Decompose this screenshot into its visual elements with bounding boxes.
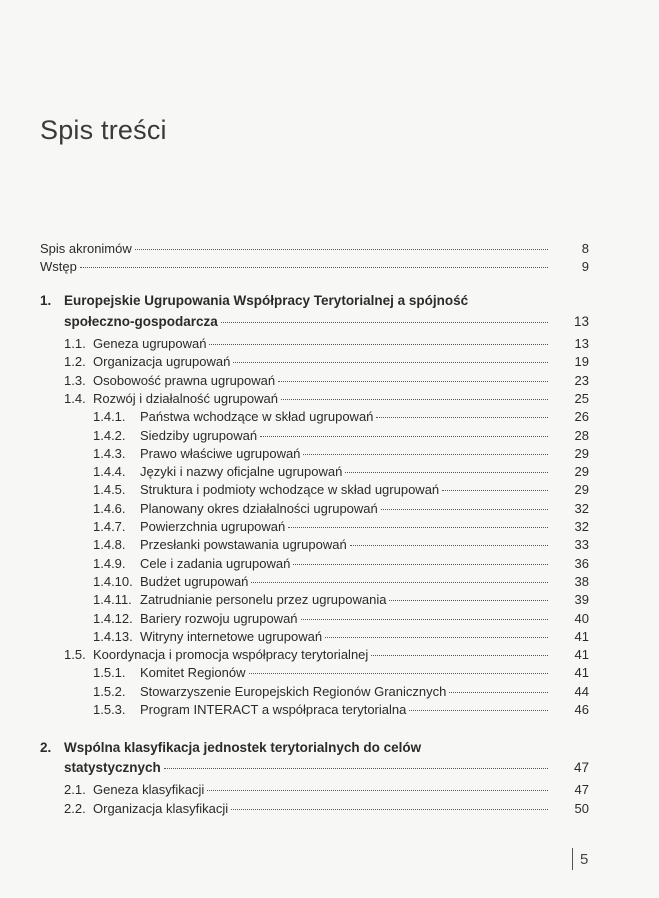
toc-item[interactable] — [93, 573, 589, 590]
toc-item[interactable] — [64, 390, 589, 407]
chapter-title-line2: społeczno-gospodarcza — [64, 314, 218, 329]
chapter-title-line2: statystycznych — [64, 760, 161, 775]
toc-item[interactable] — [64, 647, 589, 663]
toc-item-label: Geneza ugrupowań — [93, 336, 207, 351]
toc-item-page: 39 — [574, 592, 589, 608]
toc-entry-acronyms[interactable] — [40, 241, 589, 257]
dot-leader — [209, 342, 548, 345]
toc-item-number: 1.4.1. — [93, 409, 126, 425]
toc-item-number: 1.4.10. — [93, 573, 133, 589]
dot-leader — [345, 470, 548, 473]
toc-item-label: Prawo właściwe ugrupowań — [140, 445, 301, 461]
toc-item[interactable] — [93, 500, 589, 517]
toc-entry-label: Spis akronimów — [40, 241, 132, 256]
toc-item-page: 44 — [574, 683, 589, 699]
toc-item-number: 1.4.4. — [93, 464, 126, 480]
toc-item[interactable] — [93, 519, 589, 535]
toc-item-number: 1.4.3. — [93, 445, 126, 461]
toc-item-page: 32 — [574, 519, 589, 534]
toc-item[interactable] — [93, 537, 589, 553]
toc-item-number: 1.4.6. — [93, 500, 126, 516]
chapter-2-heading-line2[interactable] — [64, 760, 589, 776]
toc-item-number: 1.4. — [64, 390, 86, 406]
toc-item-label: Planowany okres działalności ugrupowań — [140, 500, 378, 516]
dot-leader — [303, 452, 548, 455]
toc-item-number: 1.5.2. — [93, 683, 126, 699]
toc-entry-page: 8 — [581, 241, 589, 256]
chapter-page: 13 — [573, 314, 589, 329]
dot-leader — [381, 507, 548, 510]
chapter-1-heading-line2[interactable] — [64, 314, 589, 330]
toc-item-number: 1.5.3. — [93, 702, 126, 717]
toc-item-label: Geneza klasyfikacji — [93, 782, 205, 797]
toc-item-number: 1.3. — [64, 372, 86, 388]
toc-item-page: 41 — [574, 628, 589, 644]
toc-item-page: 29 — [574, 464, 589, 480]
toc-item[interactable] — [93, 610, 589, 627]
toc-item[interactable] — [93, 702, 589, 718]
toc-item-label: Witryny internetowe ugrupowań — [140, 628, 323, 644]
toc-item-label: Organizacja ugrupowań — [93, 354, 231, 370]
toc-item-number: 1.4.8. — [93, 537, 126, 553]
toc-item-label: Organizacja klasyfikacji — [93, 801, 229, 816]
toc-entry-page: 9 — [581, 259, 589, 274]
toc-item[interactable] — [93, 628, 589, 645]
dot-leader — [164, 766, 548, 769]
toc-item-label: Program INTERACT a współpraca terytorialna — [140, 702, 407, 717]
dot-leader — [293, 562, 548, 565]
toc-item-label: Bariery rozwoju ugrupowań — [140, 610, 298, 626]
toc-item-number: 1.4.11. — [93, 592, 132, 608]
toc-item[interactable] — [93, 482, 589, 498]
toc-item-label: Struktura i podmioty wchodzące w skład ugrupowań — [140, 482, 440, 498]
toc-item-label: Państwa wchodzące w skład ugrupowań — [140, 409, 374, 425]
dot-leader — [207, 788, 548, 791]
toc-item-page: 29 — [574, 482, 589, 498]
toc-item-label: Powierzchnia ugrupowań — [140, 519, 286, 534]
chapter-number: 1. — [40, 293, 52, 308]
toc-item-label: Siedziby ugrupowań — [140, 427, 258, 443]
dot-leader — [249, 671, 549, 674]
page-number-divider — [572, 848, 573, 870]
toc-item[interactable] — [93, 555, 589, 572]
toc-entry-introduction[interactable] — [40, 259, 589, 275]
dot-leader — [221, 320, 548, 323]
toc-item-number: 1.2. — [64, 354, 86, 370]
toc-item-number: 1.4.13. — [93, 628, 133, 644]
dot-leader — [389, 598, 548, 601]
toc-item-number: 1.4.9. — [93, 555, 126, 571]
toc-item-page: 41 — [574, 647, 589, 663]
toc-item-label: Cele i zadania ugrupowań — [140, 555, 291, 571]
toc-entry-label: Wstęp — [40, 259, 77, 274]
toc-item-label: Zatrudnianie personelu przez ugrupowania — [140, 592, 387, 608]
chapter-page: 47 — [573, 760, 589, 775]
dot-leader — [278, 379, 548, 382]
toc-item-page: 47 — [574, 782, 589, 797]
toc-item-label: Osobowość prawna ugrupowań — [93, 372, 276, 388]
toc-item-page: 13 — [574, 336, 589, 351]
toc-item-label: Koordynacja i promocja współpracy terytorialnej — [93, 647, 369, 663]
toc-item-number: 1.4.7. — [93, 519, 126, 534]
toc-item[interactable] — [93, 464, 589, 480]
dot-leader — [442, 488, 548, 491]
toc-item-page: 23 — [574, 372, 589, 388]
toc-item[interactable] — [93, 665, 589, 681]
page-footer — [572, 848, 588, 870]
toc-item[interactable] — [64, 354, 589, 370]
dot-leader — [449, 690, 548, 693]
chapter-1-heading[interactable] — [40, 293, 468, 309]
toc-item-page: 46 — [574, 702, 589, 717]
toc-item-label: Rozwój i działalność ugrupowań — [93, 390, 278, 406]
toc-item-number: 1.4.5. — [93, 482, 126, 498]
chapter-2-heading[interactable] — [40, 740, 421, 756]
toc-item-number: 2.2. — [64, 801, 86, 816]
dot-leader — [325, 635, 548, 638]
toc-item-label: Komitet Regionów — [140, 665, 246, 681]
toc-item[interactable] — [93, 445, 589, 462]
dot-leader — [301, 617, 548, 620]
toc-item-page: 26 — [574, 409, 589, 425]
dot-leader — [281, 397, 548, 400]
toc-item[interactable] — [64, 372, 589, 389]
toc-item-page: 32 — [574, 500, 589, 516]
chapter-title-line1: Europejskie Ugrupowania Współpracy Terytorialnej a spójność — [64, 293, 469, 308]
toc-item-number: 2.1. — [64, 782, 86, 797]
dot-leader — [371, 653, 548, 656]
toc-item-label: Języki i nazwy oficjalne ugrupowań — [140, 464, 343, 480]
dot-leader — [260, 434, 548, 437]
toc-item[interactable] — [64, 336, 589, 352]
toc-item-label: Przesłanki powstawania ugrupowań — [140, 537, 347, 553]
page-number: 5 — [580, 850, 589, 868]
toc-item-page: 40 — [574, 610, 589, 626]
dot-leader — [231, 807, 548, 810]
toc-item-page: 38 — [574, 573, 589, 589]
toc-item-number: 1.4.2. — [93, 427, 126, 443]
toc-item[interactable] — [93, 592, 589, 608]
dot-leader — [233, 360, 548, 363]
toc-item-number: 1.5.1. — [93, 665, 126, 681]
toc-item[interactable] — [93, 427, 589, 444]
toc-item-page: 36 — [574, 555, 589, 571]
dot-leader — [251, 580, 548, 583]
dot-leader — [135, 247, 548, 250]
toc-item-number: 1.4.12. — [93, 610, 133, 626]
toc-item-page: 29 — [574, 445, 589, 461]
toc-item-page: 41 — [574, 665, 589, 681]
toc-item[interactable] — [64, 782, 589, 798]
toc-item[interactable] — [93, 683, 589, 700]
dot-leader — [409, 708, 548, 711]
dot-leader — [350, 543, 548, 546]
page-title: Spis treści — [40, 115, 167, 146]
toc-item-number: 1.1. — [64, 336, 86, 351]
toc-item-page: 25 — [574, 390, 589, 406]
toc-item-number: 1.5. — [64, 647, 86, 663]
toc-item-page: 33 — [574, 537, 589, 553]
toc-item[interactable] — [64, 801, 589, 817]
toc-item-label: Budżet ugrupowań — [140, 573, 249, 589]
chapter-number: 2. — [40, 740, 52, 755]
toc-item[interactable] — [93, 409, 589, 425]
dot-leader — [288, 525, 548, 528]
toc-item-page: 19 — [574, 354, 589, 370]
dot-leader — [376, 415, 548, 418]
toc-item-page: 50 — [574, 801, 589, 816]
chapter-title-line1: Wspólna klasyfikacja jednostek terytorialnych do celów — [64, 740, 422, 755]
toc-item-page: 28 — [574, 427, 589, 443]
toc-item-label: Stowarzyszenie Europejskich Regionów Granicznych — [140, 683, 447, 699]
dot-leader — [80, 265, 548, 268]
